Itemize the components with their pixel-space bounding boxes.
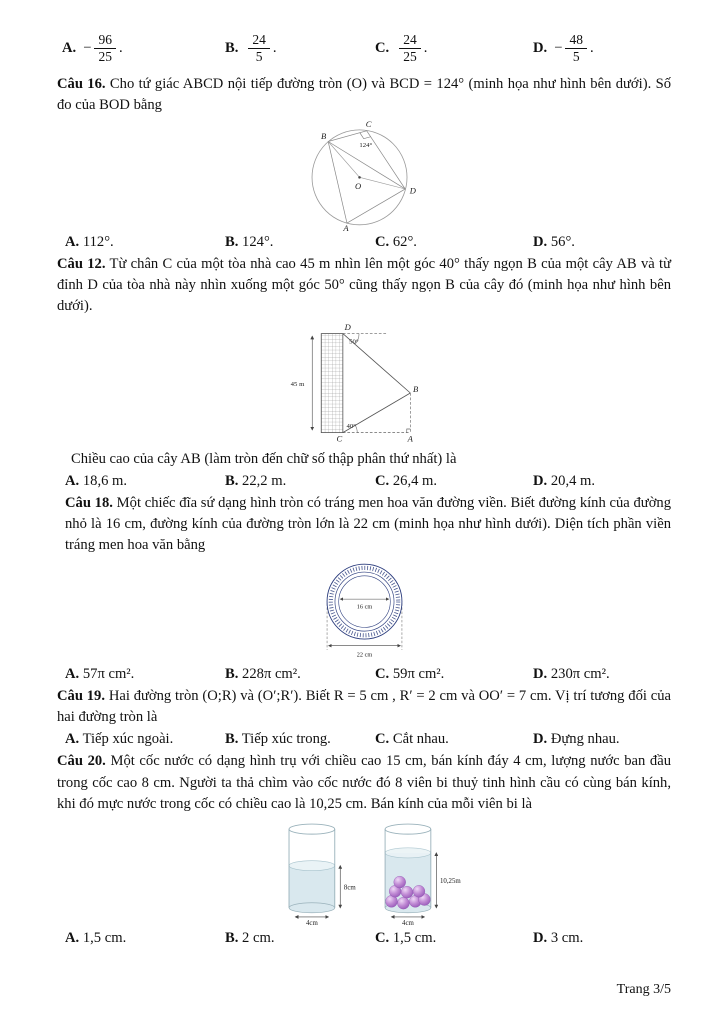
option-letter: B. [225, 930, 239, 947]
fraction-denominator: 25 [98, 48, 112, 64]
option-b [225, 930, 375, 947]
question-19 [57, 686, 671, 729]
question-16 [57, 74, 671, 117]
previous-question-answers [57, 32, 671, 64]
question-12-text: Từ chân C của một tòa nhà cao 45 m nhìn lên một góc 40° thấy ngọn B của một cây AB và từ đỉnh D của tòa nhà này nhìn xuống một góc 50° cũng thấy ngọn B của cây đó (minh họa như hình bên dưới). [57, 255, 672, 315]
period: . [118, 39, 123, 56]
option-letter: B. [225, 39, 239, 56]
fraction-numerator: 24 [248, 32, 270, 49]
point-c-label: C [365, 119, 372, 129]
option-text: 59π cm². [392, 665, 445, 682]
option-letter: D. [533, 472, 548, 489]
question-19-text: Hai đường tròn (O;R) và (O′;R′). Biết R = 5 cm , R′ = 2 cm và OO′ = 7 cm. Vị trí tương đối của hai đường tròn là [57, 687, 671, 725]
left-radius-label: 4cm [305, 920, 318, 928]
option-letter: A. [62, 39, 77, 56]
page-number: Trang 3/5 [616, 982, 671, 997]
period: . [423, 39, 428, 56]
option-letter: D. [533, 39, 548, 56]
option-c [375, 930, 533, 947]
point-d-label: D [409, 185, 416, 196]
outer-diameter-label: 22 cm [356, 651, 372, 659]
question-12-figure [57, 321, 671, 447]
question-16-choices [57, 234, 671, 251]
question-16-figure [57, 120, 671, 232]
point-d-label: D [344, 321, 351, 332]
angle-40-label: 40° [346, 422, 356, 430]
fraction-numerator: 24 [399, 32, 421, 49]
right-radius-label: 4cm [401, 920, 414, 928]
option-letter: A. [65, 930, 80, 947]
option-text: 230π cm². [550, 665, 610, 682]
option-text: 57π cm². [82, 665, 135, 682]
option-a [65, 930, 225, 947]
option-text: 2 cm. [242, 930, 275, 947]
option-text: 1,5 cm. [82, 930, 127, 947]
option-a [65, 473, 225, 490]
option-letter: B. [225, 472, 239, 489]
fraction-numerator: 96 [94, 32, 116, 49]
option-letter: C. [375, 472, 390, 489]
fraction-denominator: 5 [255, 48, 263, 64]
question-18-number: Câu 18. [65, 494, 113, 511]
inner-diameter-label: 16 cm [356, 602, 372, 610]
option-text: Đựng nhau. [550, 731, 620, 748]
option-a [65, 731, 225, 748]
question-19-number: Câu 19. [57, 687, 106, 704]
question-20-choices [57, 930, 671, 947]
option-c [375, 473, 533, 490]
prev-answer-option-c [375, 32, 533, 64]
option-text: Tiếp xúc ngoài. [82, 731, 174, 748]
point-b-label: B [413, 383, 419, 394]
option-letter: D. [533, 930, 548, 947]
period: . [589, 39, 594, 56]
option-text: 124°. [242, 233, 274, 250]
building-tree-figure [285, 321, 443, 447]
option-text: 20,4 m. [550, 472, 596, 489]
fraction-denominator: 5 [572, 48, 580, 64]
question-19-choices [57, 731, 671, 748]
option-d [533, 731, 671, 748]
fraction-denominator: 25 [403, 48, 417, 64]
option-text: 26,4 m. [392, 472, 438, 489]
question-20-figure [57, 818, 671, 928]
point-b-label: B [320, 130, 327, 141]
option-text: 22,2 m. [242, 472, 287, 489]
angle-124-label: 124° [359, 141, 373, 149]
prev-answer-option-d [533, 32, 671, 64]
question-16-text: Cho tứ giác ABCD nội tiếp đường tròn (O) và BCD = 124° (minh họa như hình bên dưới). Số đo của BOD bằng [57, 76, 671, 114]
option-letter: C. [375, 39, 390, 56]
option-letter: B. [225, 233, 239, 250]
question-18-figure [57, 560, 671, 664]
option-letter: A. [65, 665, 80, 682]
option-a [65, 234, 225, 251]
option-letter: A. [65, 233, 80, 250]
point-a-label: A [343, 222, 349, 232]
left-water-height-label: 8cm [343, 884, 356, 892]
option-letter: C. [375, 233, 390, 250]
option-letter: B. [225, 665, 239, 682]
option-d [533, 234, 671, 251]
fraction [399, 32, 421, 64]
question-12-number: Câu 12. [57, 255, 106, 272]
option-letter: C. [375, 731, 390, 748]
option-text: 228π cm². [242, 665, 301, 682]
option-text: 62°. [392, 233, 417, 250]
building-height-label: 45 m [290, 380, 305, 388]
option-letter: C. [375, 665, 390, 682]
prev-answer-option-a [62, 32, 225, 64]
fraction [565, 32, 587, 64]
glasses-marbles-figure [257, 818, 472, 928]
decorated-plate-figure [302, 560, 427, 664]
option-d [533, 930, 671, 947]
period: . [272, 39, 277, 56]
question-20-number: Câu 20. [57, 753, 106, 770]
option-letter: D. [533, 731, 548, 748]
option-text: 112°. [82, 233, 114, 250]
option-letter: C. [375, 930, 390, 947]
option-text: 1,5 cm. [392, 930, 437, 947]
option-c [375, 234, 533, 251]
option-b [225, 731, 375, 748]
option-letter: A. [65, 731, 80, 748]
option-b [225, 234, 375, 251]
option-letter: B. [225, 731, 239, 748]
point-a-label: A [407, 433, 413, 444]
option-b [225, 473, 375, 490]
option-text: 3 cm. [550, 930, 584, 947]
option-d [533, 666, 671, 683]
option-d [533, 473, 671, 490]
question-12-followup: Chiều cao của cây AB (làm tròn đến chữ số thập phân thứ nhất) là [71, 450, 457, 467]
point-c-label: C [336, 433, 343, 444]
option-text: 18,6 m. [82, 472, 128, 489]
right-water-height-label: 10,25m [439, 878, 461, 886]
option-b [225, 666, 375, 683]
fraction-numerator: 48 [565, 32, 587, 49]
question-12-choices [57, 473, 671, 490]
question-20 [57, 751, 671, 815]
option-a [65, 666, 225, 683]
prev-answer-option-b [225, 32, 375, 64]
option-text: Cắt nhau. [392, 731, 449, 748]
option-letter: D. [533, 233, 548, 250]
question-18-text: Một chiếc đĩa sứ dạng hình tròn có tráng men hoa văn đường viền. Biết đường kính của đường nhỏ là 16 cm, đường kính của đường tròn lớn là 22 cm (minh họa như hình dưới). Diện tích phần viền tráng men hoa văn bằng [65, 494, 672, 554]
minus-sign: − [83, 39, 92, 56]
question-18-choices [57, 666, 671, 683]
question-20-text: Một cốc nước có dạng hình trụ với chiều cao 15 cm, bán kính đáy 4 cm, lượng nước ban đầu trong cốc cao 8 cm. Người ta thả chìm vào cốc nước đó 8 viên bi thuỷ tinh hình cầu có cùng bán kính, khi đó mực nước trong cốc có chiều cao là 10,25 cm. Bán kính của mỗi viên bi là [57, 753, 671, 812]
fraction [94, 32, 116, 64]
question-12 [57, 254, 671, 318]
question-18 [57, 493, 671, 557]
option-c [375, 666, 533, 683]
option-letter: A. [65, 472, 80, 489]
center-o-label: O [355, 180, 362, 191]
option-letter: D. [533, 665, 548, 682]
angle-50-label: 50° [349, 338, 359, 346]
option-text: 56°. [550, 233, 575, 250]
question-16-number: Câu 16. [57, 76, 106, 93]
inscribed-quadrilateral-figure [265, 120, 463, 232]
option-c [375, 731, 533, 748]
fraction [248, 32, 270, 64]
option-text: Tiếp xúc trong. [241, 731, 331, 748]
minus-sign: − [554, 39, 563, 56]
